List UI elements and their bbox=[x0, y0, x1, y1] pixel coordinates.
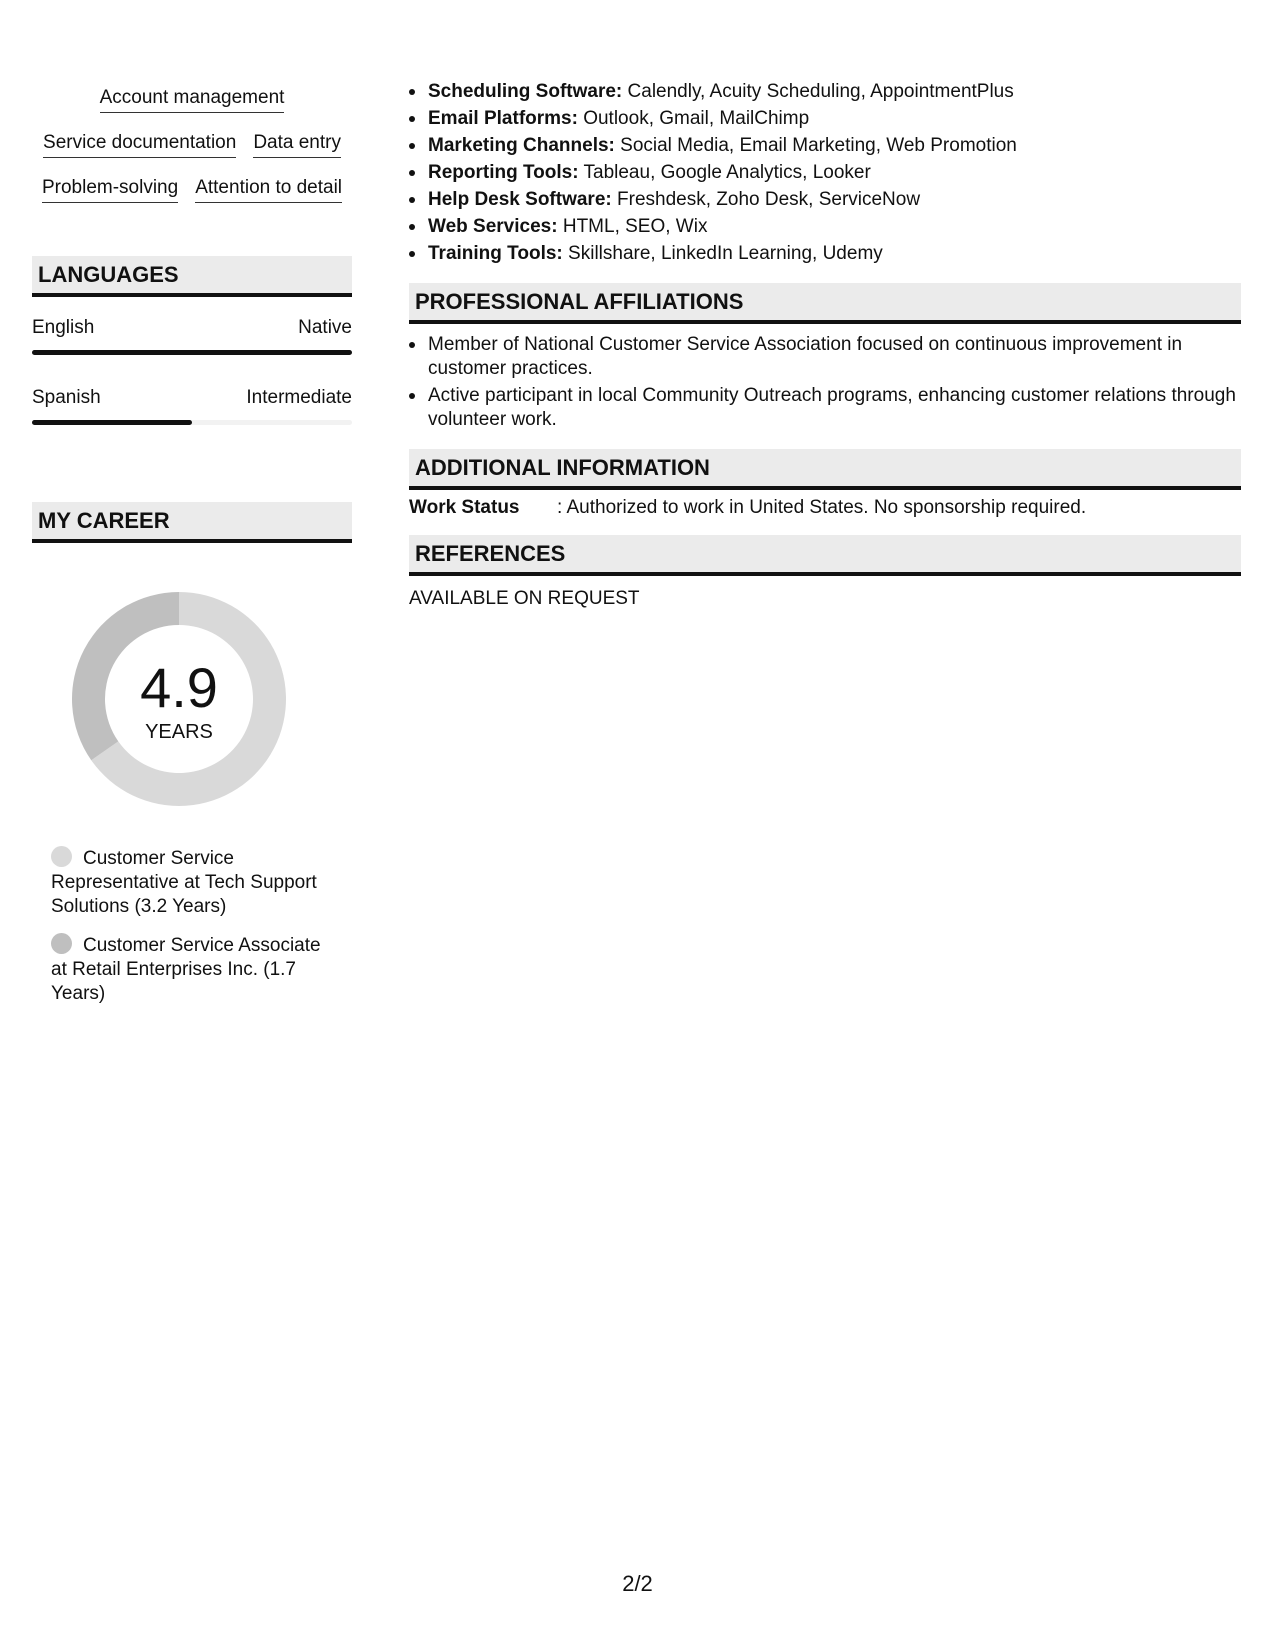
affiliation-item: Active participant in local Community Outreach programs, enhancing customer relations through volunteer work. bbox=[409, 384, 1241, 432]
tool-value: Calendly, Acuity Scheduling, AppointmentPlus bbox=[622, 81, 1014, 102]
tool-item bbox=[409, 134, 1241, 161]
tool-key: Web Services: bbox=[428, 216, 558, 237]
legend-item bbox=[51, 846, 341, 919]
work-status-label: Work Status bbox=[409, 497, 520, 518]
skill-tag: Problem-solving bbox=[42, 176, 178, 203]
language-bar-track bbox=[32, 420, 352, 425]
legend-label: Customer Service Associate at Retail Enterprises Inc. (1.7 Years) bbox=[51, 935, 321, 1004]
affiliations-heading: PROFESSIONAL AFFILIATIONS bbox=[409, 283, 1241, 324]
language-item-spanish bbox=[32, 386, 352, 425]
language-name: Spanish bbox=[32, 387, 101, 408]
language-bar-fill bbox=[32, 350, 352, 355]
work-status-value: : Authorized to work in United States. No sponsorship required. bbox=[557, 497, 1087, 518]
tool-key: Help Desk Software: bbox=[428, 189, 612, 210]
tool-value: Freshdesk, Zoho Desk, ServiceNow bbox=[611, 189, 921, 210]
tool-key: Marketing Channels: bbox=[428, 135, 615, 156]
language-item-english bbox=[32, 316, 352, 355]
language-name: English bbox=[32, 317, 95, 338]
skill-tag: Account management bbox=[100, 86, 285, 113]
tool-value: Tableau, Google Analytics, Looker bbox=[578, 162, 871, 183]
tool-key: Email Platforms: bbox=[428, 108, 578, 129]
tool-value: Social Media, Email Marketing, Web Promotion bbox=[614, 135, 1017, 156]
language-bar-track bbox=[32, 350, 352, 355]
language-level: Intermediate bbox=[246, 387, 352, 408]
legend-item bbox=[51, 933, 341, 1006]
languages-heading: LANGUAGES bbox=[32, 256, 352, 297]
tool-item bbox=[409, 242, 1241, 269]
tool-item bbox=[409, 215, 1241, 242]
tools-list bbox=[409, 80, 1241, 269]
tool-item bbox=[409, 107, 1241, 134]
career-legend bbox=[51, 846, 341, 1020]
references-text: AVAILABLE ON REQUEST bbox=[409, 588, 640, 609]
language-row bbox=[32, 316, 352, 340]
affiliation-item: Member of National Customer Service Association focused on continuous improvement in customer practices. bbox=[409, 333, 1241, 381]
tool-item bbox=[409, 188, 1241, 215]
tool-key: Training Tools: bbox=[428, 243, 563, 264]
work-status-row bbox=[409, 496, 1241, 520]
skill-tag: Data entry bbox=[253, 131, 341, 158]
skill-tag: Service documentation bbox=[43, 131, 236, 158]
tool-value: Skillshare, LinkedIn Learning, Udemy bbox=[562, 243, 883, 264]
tool-key: Reporting Tools: bbox=[428, 162, 579, 183]
skill-tag: Attention to detail bbox=[195, 176, 342, 203]
skill-row bbox=[32, 176, 352, 221]
skills-list bbox=[32, 86, 352, 221]
legend-dot bbox=[51, 846, 72, 867]
career-heading: MY CAREER bbox=[32, 502, 352, 543]
career-total-unit: YEARS bbox=[145, 721, 213, 743]
skill-row bbox=[32, 131, 352, 176]
career-total-value: 4.9 bbox=[140, 656, 218, 719]
additional-info-heading: ADDITIONAL INFORMATION bbox=[409, 449, 1241, 490]
legend-label: Customer Service Representative at Tech Support Solutions (3.2 Years) bbox=[51, 848, 317, 917]
language-row bbox=[32, 386, 352, 410]
affiliations-list bbox=[409, 333, 1241, 435]
career-donut-chart bbox=[66, 586, 292, 812]
legend-dot bbox=[51, 933, 72, 954]
skill-row bbox=[32, 86, 352, 131]
references-heading: REFERENCES bbox=[409, 535, 1241, 576]
tool-item bbox=[409, 161, 1241, 188]
language-bar-fill bbox=[32, 420, 192, 425]
page-number: 2/2 bbox=[622, 1571, 653, 1596]
donut-center bbox=[66, 586, 292, 812]
tool-value: Outlook, Gmail, MailChimp bbox=[577, 108, 810, 129]
tool-value: HTML, SEO, Wix bbox=[557, 216, 708, 237]
language-level: Native bbox=[298, 317, 352, 338]
tool-key: Scheduling Software: bbox=[428, 81, 623, 102]
tool-item bbox=[409, 80, 1241, 107]
